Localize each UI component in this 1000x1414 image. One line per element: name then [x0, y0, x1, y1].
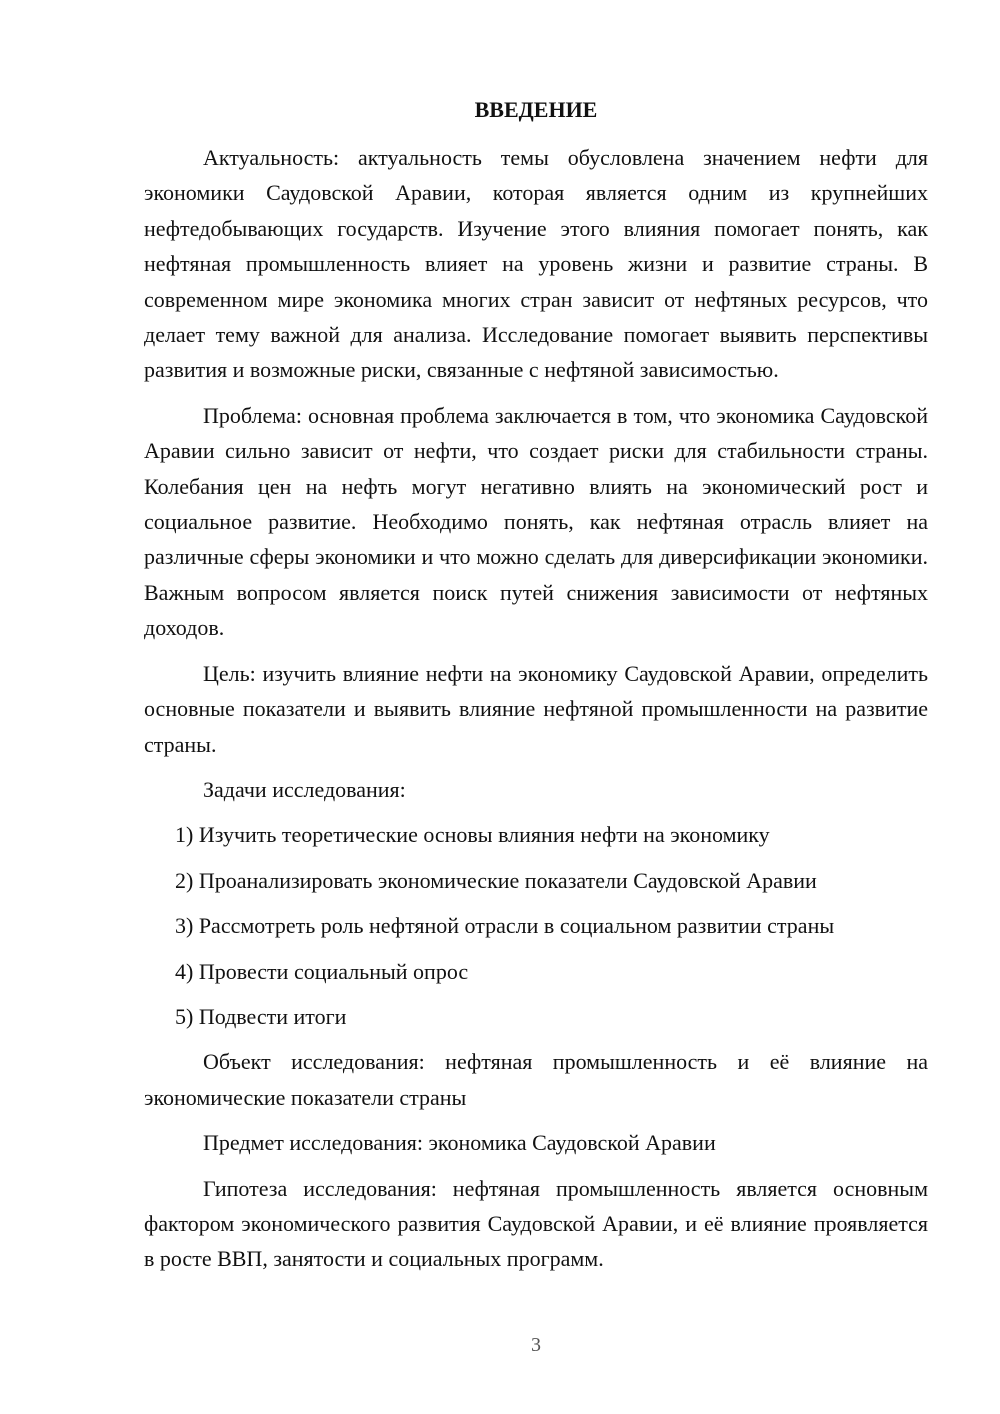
task-item: 4) Провести социальный опрос [175, 958, 469, 984]
problem-paragraph: Проблема: основная проблема заключается в том, что экономика Саудовской Аравии сильно зависит от нефти, что создает риски для стабильности страны. Колебания цен на нефть могут негативно влиять на экономический рост и социальное развитие. Необходимо понять, как нефтяная отрасль влияет на различные сферы экономики и что можно сделать для диверсификации экономики. Важным вопросом является поиск путей снижения зависимости от нефтяных доходов. [144, 402, 928, 641]
document-page [144, 90, 928, 1287]
task-item: 1) Изучить теоретические основы влияния нефти на экономику [175, 822, 770, 848]
goal-paragraph: Цель: изучить влияние нефти на экономику Саудовской Аравии, определить основные показатели и выявить влияние нефтяной промышленности на развитие страны. [144, 660, 928, 757]
page-number: 3 [531, 1334, 541, 1356]
task-item: 2) Проанализировать экономические показатели Саудовской Аравии [175, 867, 817, 893]
subject-paragraph: Предмет исследования: экономика Саудовской Аравии [203, 1130, 716, 1156]
page-title: ВВЕДЕНИЕ [474, 97, 598, 122]
task-item: 5) Подвести итоги [175, 1003, 347, 1029]
task-item: 3) Рассмотреть роль нефтяной отрасли в социальном развитии страны [175, 913, 835, 939]
tasks-heading: Задачи исследования: [203, 776, 406, 802]
relevance-paragraph: Актуальность: актуальность темы обусловлена значением нефти для экономики Саудовской Аравии, которая является одним из крупнейших нефтедобывающих государств. Изучение этого влияния помогает понять, как нефтяная промышленность влияет на уровень жизни и развитие страны. В современном мире экономика многих стран зависит от нефтяных ресурсов, что делает тему важной для анализа. Исследование помогает выявить перспективы развития и возможные риски, связанные с нефтяной зависимостью. [144, 145, 928, 383]
object-paragraph: Объект исследования: нефтяная промышленность и её влияние на экономические показатели страны [144, 1049, 928, 1110]
hypothesis-paragraph: Гипотеза исследования: нефтяная промышленность является основным фактором экономического развития Саудовской Аравии, и её влияние проявляется в росте ВВП, занятости и социальных программ. [144, 1175, 928, 1272]
